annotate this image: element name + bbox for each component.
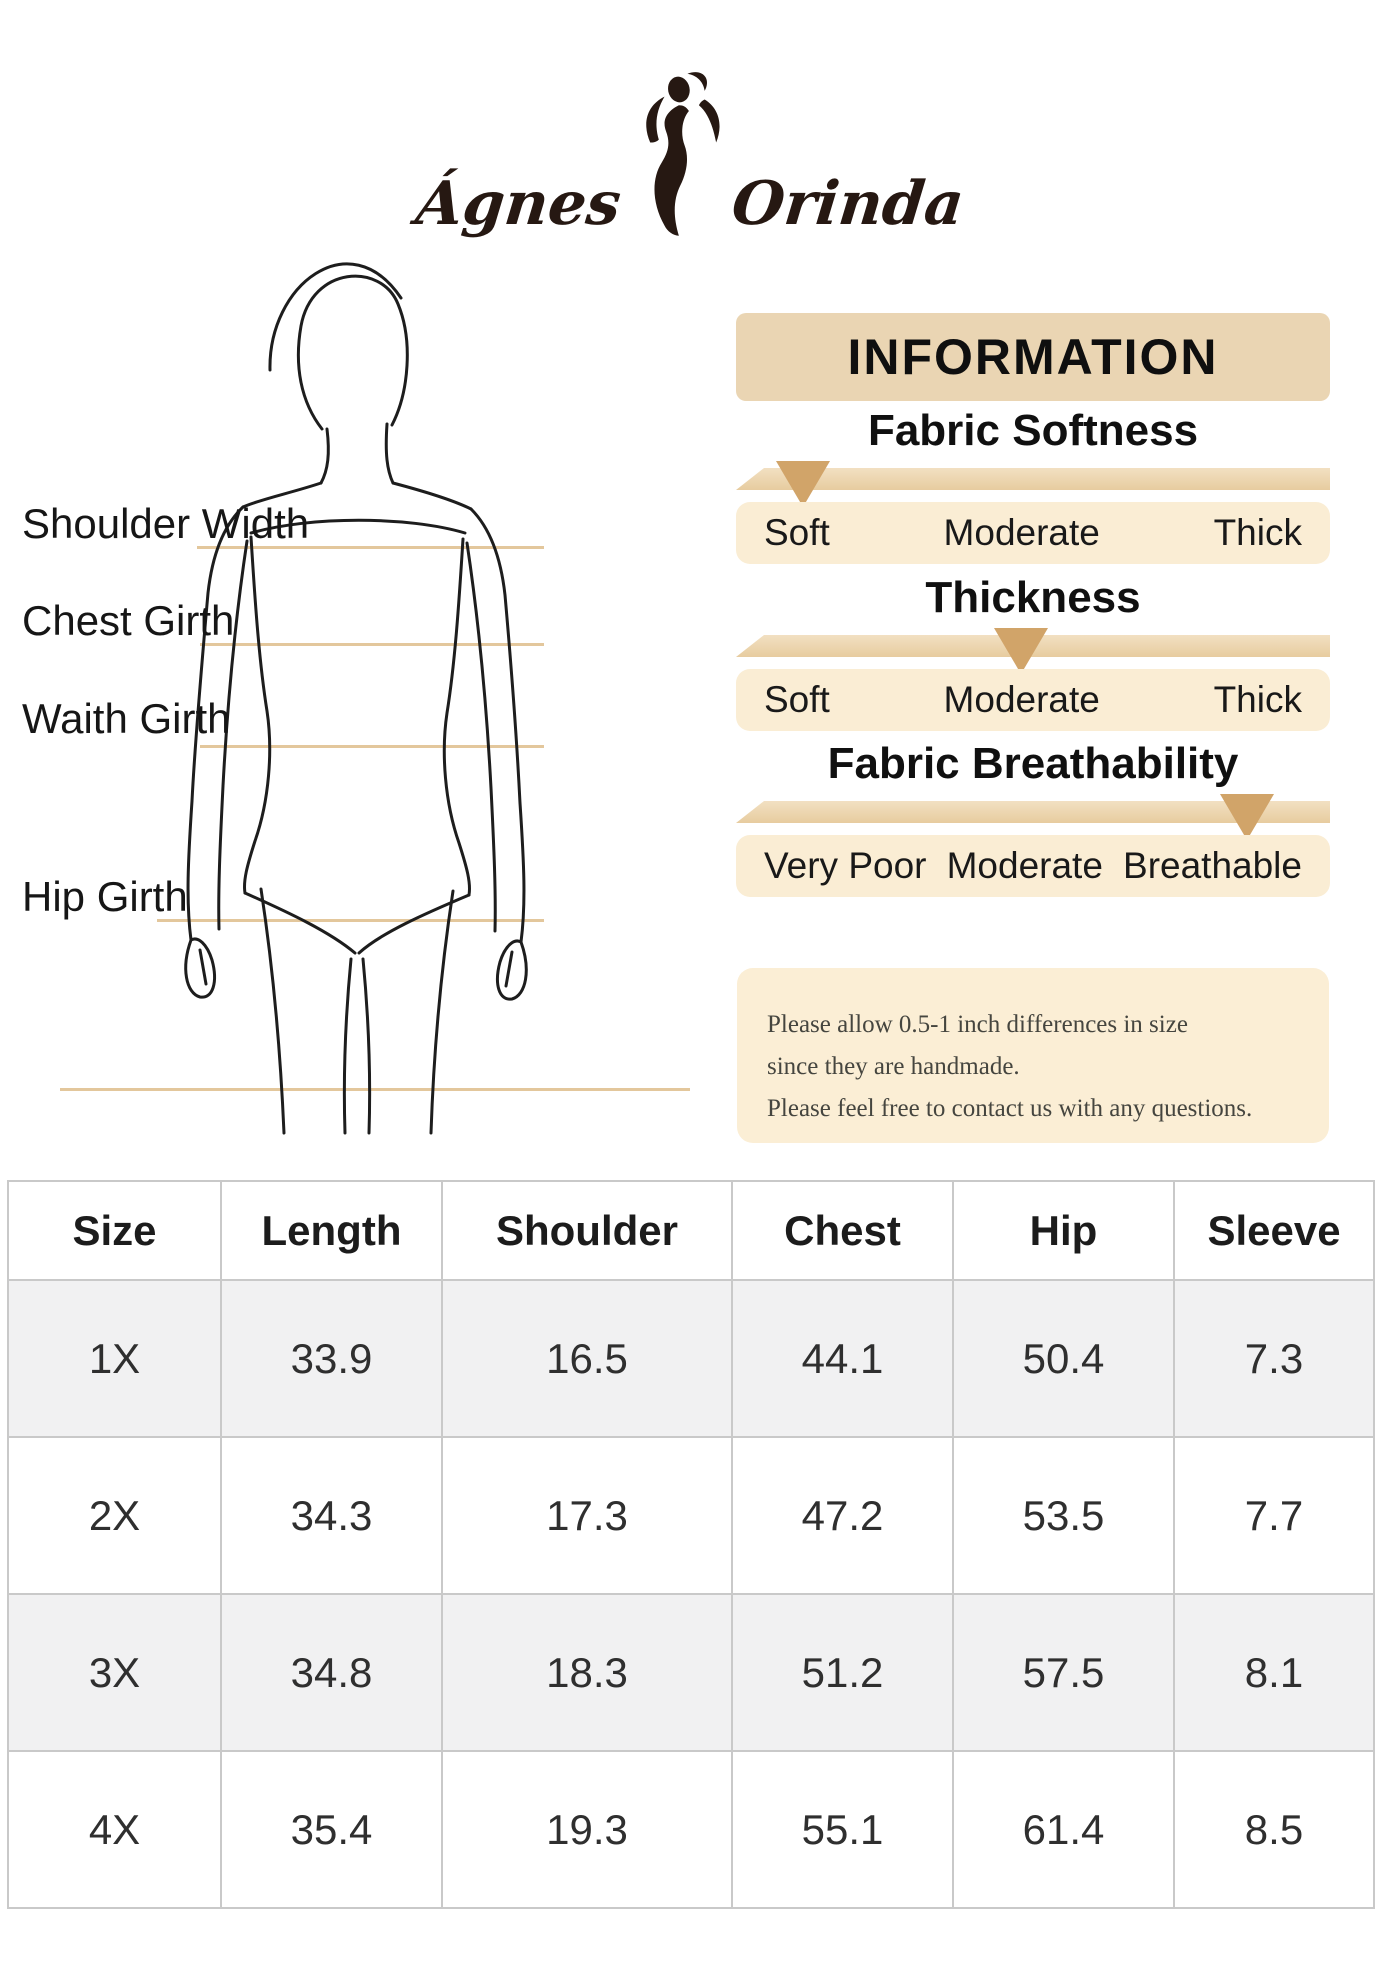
cell-value: 61.4: [953, 1751, 1174, 1908]
scale-label-mid: Moderate: [943, 679, 1100, 720]
cell-value: 57.5: [953, 1594, 1174, 1751]
scale-heading: Thickness: [925, 573, 1141, 622]
cell-value: 7.3: [1174, 1280, 1374, 1437]
note-line: Please allow 0.5-1 inch differences in size: [767, 1011, 1188, 1038]
scale-marker-triangle: [1220, 794, 1274, 840]
cell-value: 33.9: [221, 1280, 442, 1437]
cell-value: 17.3: [442, 1437, 732, 1594]
cell-size: 2X: [8, 1437, 221, 1594]
scale-label-mid: Moderate: [946, 845, 1103, 886]
cell-value: 50.4: [953, 1280, 1174, 1437]
cell-value: 44.1: [732, 1280, 953, 1437]
table-row: [8, 1594, 1374, 1751]
scale-marker-triangle: [994, 628, 1048, 674]
cell-size: 1X: [8, 1280, 221, 1437]
scale-heading: Fabric Softness: [867, 406, 1199, 455]
cell-size: 3X: [8, 1594, 221, 1751]
col-header-length: Length: [221, 1181, 442, 1280]
cell-value: 8.5: [1174, 1751, 1374, 1908]
cell-value: 51.2: [732, 1594, 953, 1751]
scale-label-low: Very Poor: [764, 845, 927, 886]
cell-value: 7.7: [1174, 1437, 1374, 1594]
table-row: [8, 1437, 1374, 1594]
scale-label-high: Thick: [1213, 512, 1302, 553]
body-outline-figure: [150, 240, 570, 1140]
cell-value: 34.8: [221, 1594, 442, 1751]
cell-value: 18.3: [442, 1594, 732, 1751]
waist-girth-label: Waith Girth: [22, 695, 231, 742]
scale-labels: [736, 835, 1330, 897]
cell-value: 34.3: [221, 1437, 442, 1594]
size-table: [7, 1180, 1375, 1909]
scale-heading: Fabric Breathability: [827, 739, 1239, 788]
cell-value: 8.1: [1174, 1594, 1374, 1751]
shoulder-width-label: Shoulder Width: [22, 500, 310, 547]
col-header-sleeve: Sleeve: [1174, 1181, 1374, 1280]
brand-name-left: Ágnes: [413, 169, 625, 239]
hip-girth-label: Hip Girth: [22, 873, 188, 920]
table-row: [8, 1751, 1374, 1908]
cell-value: 19.3: [442, 1751, 732, 1908]
scale-marker-triangle: [776, 461, 830, 507]
fabric-softness-scale: [736, 408, 1330, 568]
size-table-header-row: [8, 1181, 1374, 1280]
chest-girth-label: Chest Girth: [22, 597, 235, 644]
scale-labels: [736, 669, 1330, 731]
scale-label-low: Soft: [764, 512, 830, 553]
brand-name-right: Orinda: [729, 169, 968, 239]
fabric-breathability-scale: [736, 741, 1330, 901]
col-header-size: Size: [8, 1181, 221, 1280]
scale-label-low: Soft: [764, 679, 830, 720]
cell-value: 35.4: [221, 1751, 442, 1908]
cell-value: 47.2: [732, 1437, 953, 1594]
col-header-shoulder: Shoulder: [442, 1181, 732, 1280]
note-line: Please feel free to contact us with any questions.: [767, 1095, 1253, 1122]
brand-logo: [0, 60, 1380, 240]
table-row: [8, 1280, 1374, 1437]
cell-size: 4X: [8, 1751, 221, 1908]
handmade-note: [737, 968, 1329, 1143]
curvy-woman-silhouette-icon: [630, 68, 722, 240]
scale-label-high: Breathable: [1123, 845, 1302, 886]
scale-label-high: Thick: [1213, 679, 1302, 720]
col-header-chest: Chest: [732, 1181, 953, 1280]
scale-labels: [736, 502, 1330, 564]
cell-value: 55.1: [732, 1751, 953, 1908]
information-header: INFORMATION: [736, 313, 1330, 401]
col-header-hip: Hip: [953, 1181, 1174, 1280]
thickness-scale: [736, 575, 1330, 735]
cell-value: 53.5: [953, 1437, 1174, 1594]
scale-label-mid: Moderate: [943, 512, 1100, 553]
note-line: since they are handmade.: [767, 1053, 1020, 1080]
cell-value: 16.5: [442, 1280, 732, 1437]
